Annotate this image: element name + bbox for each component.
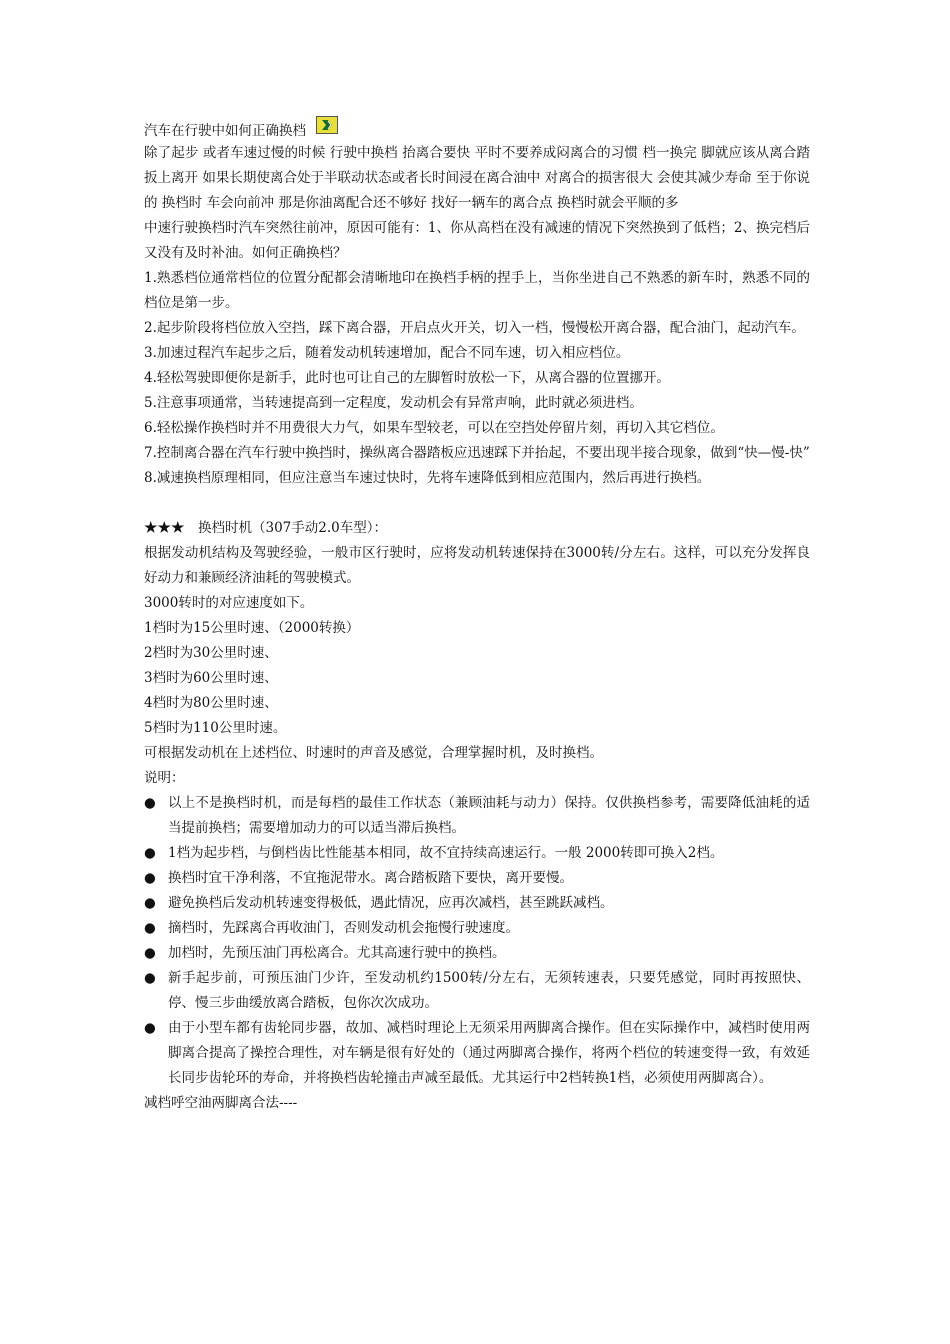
paragraph: 7.控制离合器在汽车行驶中换挡时，操纵离合器踏板应迅速踩下并抬起，不要出现半接合现象，做到“快—慢-快” [144, 445, 810, 461]
list-item [144, 891, 810, 916]
bullet-icon: ● [144, 795, 156, 811]
list-item [144, 866, 810, 891]
list-item-text: 避免换档后发动机转速变得极低，遇此情况，应再次减档，甚至跳跃减档。 [168, 895, 614, 911]
paragraph: 中速行驶换档时汽车突然往前冲，原因可能有：1、你从高档在没有减速的情况下突然换到了低档；2、换完档后又没有及时补油。如何正确换档？ [144, 220, 810, 261]
gear-speed-line: 1档时为15公里时速、（2000转换） [144, 620, 360, 636]
section-heading: ★★★ 换档时机（307手动2.0车型）： [144, 520, 387, 536]
bullet-icon: ● [144, 845, 156, 861]
bullet-icon: ● [144, 1020, 156, 1036]
bullet-icon: ● [144, 945, 156, 961]
paragraph: 2.起步阶段将档位放入空挡，踩下离合器，开启点火开关，切入一档，慢慢松开离合器，配合油门，起动汽车。 [144, 320, 805, 336]
list-item [144, 916, 810, 941]
list-item-text: 由于小型车都有齿轮同步器，故加、减档时理论上无须采用两脚离合操作。但在实际操作中，减档时使用两脚离合提高了操控合理性，对车辆是很有好处的（通过两脚离合操作，将两个档位的转速变得一致，有效延长同步齿轮环的寿命，并将换档齿轮撞击声减至最低。尤其运行中2档转换1档，必须使用两脚离合）。 [168, 1020, 810, 1086]
gear-speed-line: 3档时为60公里时速、 [144, 670, 278, 686]
list-item-text: 换档时宜干净利落，不宜拖泥带水。离合踏板踏下要快，离开要慢。 [168, 870, 573, 886]
title-row [144, 116, 810, 141]
paragraph: 根据发动机结构及驾驶经验，一般市区行驶时，应将发动机转速保持在3000转/分左右。这样，可以充分发挥良好动力和兼顾经济油耗的驾驶模式。 [144, 545, 810, 586]
speaker-icon[interactable] [316, 116, 338, 134]
paragraph: 3000转时的对应速度如下。 [144, 595, 314, 611]
document-body [144, 116, 810, 1116]
list-item [144, 966, 810, 1016]
bullet-icon: ● [144, 895, 156, 911]
list-item-text: 以上不是换档时机，而是每档的最佳工作状态（兼顾油耗与动力）保持。仅供换档参考，需要降低油耗的适当提前换档；需要增加动力的可以适当滞后换档。 [168, 795, 810, 836]
list-item-text: 新手起步前，可预压油门少许，至发动机约1500转/分左右，无须转速表，只要凭感觉，同时再按照快、停、慢三步曲缓放离合踏板，包你次次成功。 [168, 970, 810, 1011]
list-item-text: 1档为起步档，与倒档齿比性能基本相同，故不宜持续高速运行。一般 2000转即可换入2档。 [168, 845, 724, 861]
paragraph: 可根据发动机在上述档位、时速时的声音及感觉，合理掌握时机，及时换档。 [144, 745, 603, 761]
list-item [144, 941, 810, 966]
list-item [144, 791, 810, 841]
paragraph: 1.熟悉档位通常档位的位置分配都会清晰地印在换档手柄的捏手上，当你坐进自己不熟悉的新车时，熟悉不同的档位是第一步。 [144, 270, 810, 311]
document-title: 汽车在行驶中如何正确换档 [144, 122, 306, 139]
paragraph: 6.轻松操作换档时并不用费很大力气，如果车型较老，可以在空挡处停留片刻，再切入其它档位。 [144, 420, 724, 436]
notes-label: 说明： [144, 770, 185, 786]
bullet-icon: ● [144, 870, 156, 886]
paragraph: 8.减速换档原理相同，但应注意当车速过快时，先将车速降低到相应范围内，然后再进行换档。 [144, 470, 711, 486]
gear-speed-line: 4档时为80公里时速、 [144, 695, 278, 711]
paragraph: 5.注意事项通常，当转速提高到一定程度，发动机会有异常声响，此时就必须进档。 [144, 395, 643, 411]
spacer [144, 491, 810, 516]
list-item-text: 加档时，先预压油门再松离合。尤其高速行驶中的换档。 [168, 945, 506, 961]
bullet-icon: ● [144, 920, 156, 936]
bullet-icon: ● [144, 970, 156, 986]
footer-line: 减档呼空油两脚离合法---- [144, 1095, 298, 1111]
paragraph: 除了起步 或者车速过慢的时候 行驶中换档 抬离合要快 平时不要养成闷离合的习惯 档一换完 脚就应该从离合踏扳上离开 如果长期使离合处于半联动状态或者长时间浸在离合油中 对离合的损害很大 会使其减少寿命 至于你说的 换档时 车会向前冲 那是你油离配合还不够好 找好一辆车的离合点 换档时就会平顺的多 [144, 145, 810, 211]
list-item [144, 841, 810, 866]
list-item [144, 1016, 810, 1091]
gear-speed-line: 5档时为110公里时速。 [144, 720, 287, 736]
gear-speed-line: 2档时为30公里时速、 [144, 645, 278, 661]
paragraph: 3.加速过程汽车起步之后，随着发动机转速增加，配合不同车速，切入相应档位。 [144, 345, 630, 361]
paragraph: 4.轻松驾驶即便你是新手，此时也可让自己的左脚暂时放松一下，从离合器的位置挪开。 [144, 370, 670, 386]
list-item-text: 摘档时，先踩离合再收油门，否则发动机会拖慢行驶速度。 [168, 920, 519, 936]
